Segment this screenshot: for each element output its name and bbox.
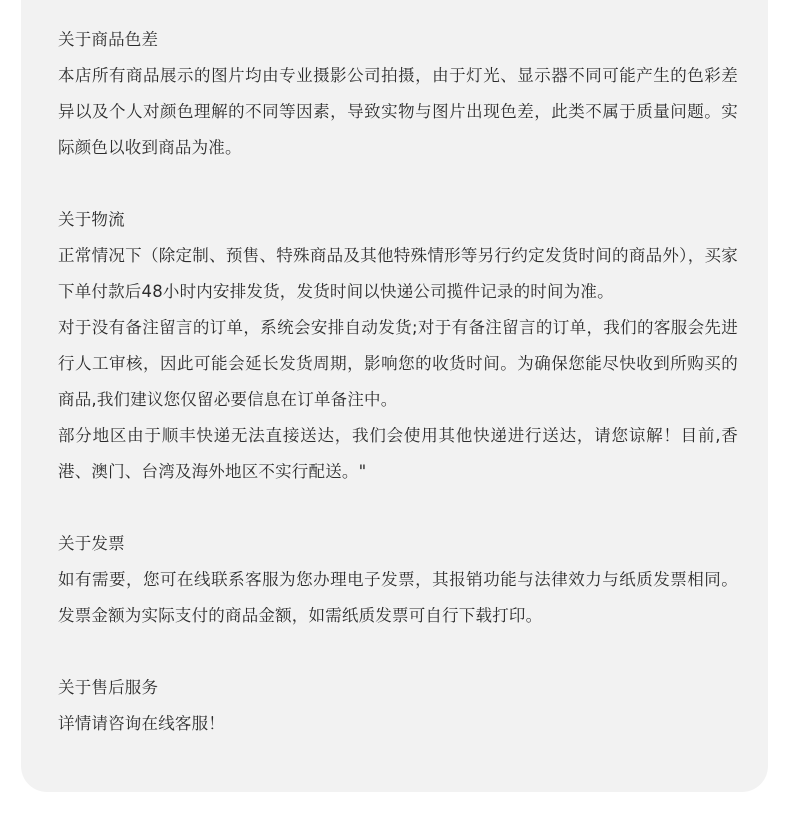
section-paragraph: 本店所有商品展示的图片均由专业摄影公司拍摄，由于灯光、显示器不同可能产生的色彩差异以及个人对颜色理解的不同等因素，导致实物与图片出现色差，此类不属于质量问题。实际颜色以收到商品为准。 <box>58 66 738 157</box>
section-paragraph: 正常情况下（除定制、预售、特殊商品及其他特殊情形等另行约定发货时间的商品外），买家下单付款后48小时内安排发货，发货时间以快递公司揽件记录的时间为准。 <box>58 246 738 301</box>
section-paragraph: 如有需要，您可在线联系客服为您办理电子发票，其报销功能与法律效力与纸质发票相同。发票金额为实际支付的商品金额，如需纸质发票可自行下载打印。 <box>58 570 738 625</box>
color-difference-section <box>58 22 738 166</box>
section-paragraph: 详情请咨询在线客服！ <box>58 714 225 733</box>
section-heading-color-difference: 关于商品色差 <box>58 30 159 49</box>
store-policy-content <box>58 22 738 742</box>
section-paragraph: 部分地区由于顺丰快递无法直接送达，我们会使用其他快递进行送达，请您谅解！目前,香港、澳门、台湾及海外地区不实行配送。" <box>58 426 738 481</box>
section-paragraph: 对于没有备注留言的订单，系统会安排自动发货;对于有备注留言的订单，我们的客服会先进行人工审核，因此可能会延长发货周期，影响您的收货时间。为确保您能尽快收到所购买的商品,我们建议您仅留必要信息在订单备注中。 <box>58 318 738 409</box>
invoice-section <box>58 526 738 634</box>
logistics-section <box>58 202 738 490</box>
section-heading-logistics: 关于物流 <box>58 210 125 229</box>
section-heading-invoice: 关于发票 <box>58 534 125 553</box>
section-heading-after-sales: 关于售后服务 <box>58 678 159 697</box>
after-sales-section <box>58 670 738 742</box>
